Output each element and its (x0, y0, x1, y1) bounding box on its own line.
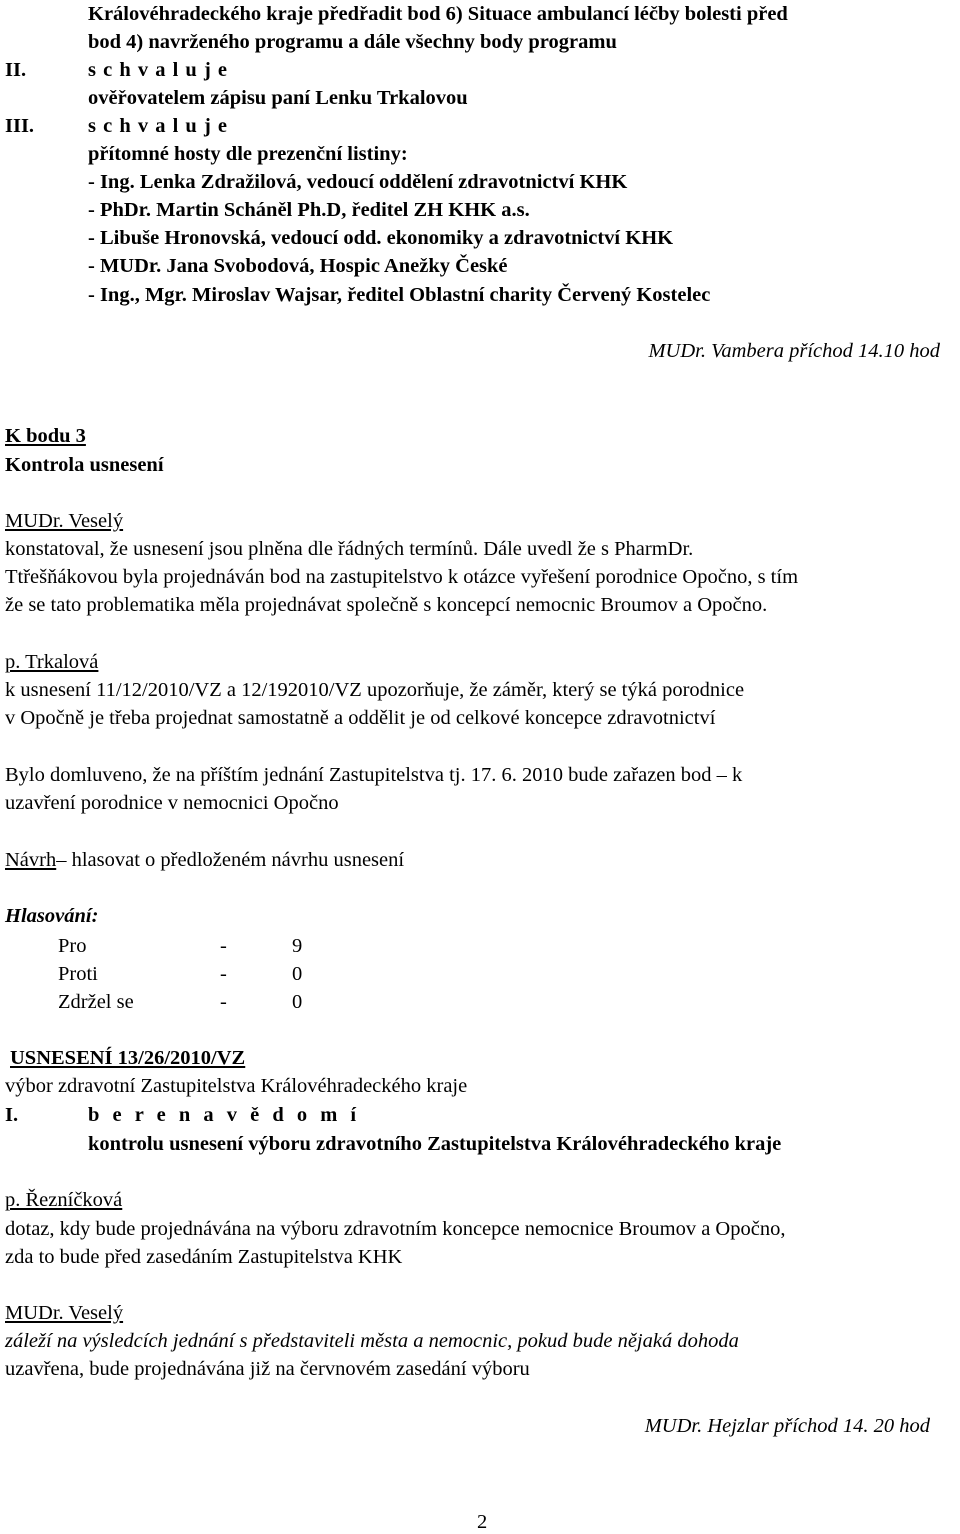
approves-verb: s c h v a l u j e (88, 115, 228, 137)
guests-heading: přítomné hosty dle prezenční listiny: (88, 143, 408, 165)
vote-label: Proti (58, 963, 98, 985)
text-line: ověřovatelem zápisu paní Lenku Trkalovou (88, 87, 468, 109)
text-line: Královéhradeckého kraje předřadit bod 6) Situace ambulancí léčby bolesti před (88, 3, 788, 25)
resolution-numeral: I. (5, 1104, 19, 1126)
speaker-name: MUDr. Veselý (5, 1302, 124, 1324)
guest-item: - PhDr. Martin Scháněl Ph.D, ředitel ZH KHK a.s. (88, 199, 530, 221)
resolution-verb: b e r e n a v ě d o m í (88, 1104, 361, 1126)
resolution-title: USNESENÍ 13/26/2010/VZ (10, 1047, 246, 1069)
vote-dash: - (220, 991, 227, 1013)
proposal-label: Návrh (5, 849, 57, 871)
speaker-name: MUDr. Veselý (5, 510, 124, 532)
guest-item: - Ing. Lenka Zdražilová, vedoucí oddělení zdravotnictví KHK (88, 171, 628, 193)
text-line: uzavření porodnice v nemocnici Opočno (5, 792, 339, 814)
speaker-name: p. Trkalová (5, 651, 99, 673)
section-numeral: III. (5, 115, 35, 137)
approves-verb: s c h v a l u j e (88, 59, 228, 81)
vote-dash: - (220, 963, 227, 985)
page-number: 2 (477, 1511, 488, 1533)
section-numeral: II. (5, 59, 27, 81)
text-line: Ttřešňákovou byla projednáván bod na zastupitelstvo k otázce vyřešení porodnice Opočno, s tím (5, 566, 799, 588)
guest-item: - MUDr. Jana Svobodová, Hospic Anežky České (88, 255, 508, 277)
text-line: dotaz, kdy bude projednávána na výboru zdravotním koncepce nemocnice Broumov a Opočno, (5, 1218, 786, 1240)
text-line: bod 4) navrženého programu a dále všechny body programu (88, 31, 617, 53)
section-subheading: Kontrola usnesení (5, 454, 164, 476)
vote-count: 0 (292, 991, 303, 1013)
arrival-note: MUDr. Vambera příchod 14.10 hod (648, 340, 940, 362)
section-heading: K bodu 3 (5, 425, 86, 447)
voting-heading: Hlasování: (5, 905, 99, 927)
resolution-text: kontrolu usnesení výboru zdravotního Zastupitelstva Královéhradeckého kraje (88, 1133, 782, 1155)
text-line: Bylo domluveno, že na příštím jednání Zastupitelstva tj. 17. 6. 2010 bude zařazen bod – k (5, 764, 743, 786)
text-line: konstatoval, že usnesení jsou plněna dle řádných termínů. Dále uvedl že s PharmDr. (5, 538, 694, 560)
guest-item: - Libuše Hronovská, vedoucí odd. ekonomiky a zdravotnictví KHK (88, 227, 674, 249)
guest-item: - Ing., Mgr. Miroslav Wajsar, ředitel Oblastní charity Červený Kostelec (88, 284, 711, 306)
vote-dash: - (220, 935, 227, 957)
text-line: k usnesení 11/12/2010/VZ a 12/192010/VZ upozorňuje, že záměr, který se týká porodnice (5, 679, 745, 701)
vote-label: Pro (58, 935, 87, 957)
text-line: v Opočně je třeba projednat samostatně a oddělit je od celkové koncepce zdravotnictví (5, 707, 716, 729)
text-line: uzavřena, bude projednávána již na červnovém zasedání výboru (5, 1358, 530, 1380)
vote-count: 0 (292, 963, 303, 985)
speaker-name: p. Řezníčková (5, 1189, 123, 1211)
proposal-line (5, 850, 404, 871)
text-line: záleží na výsledcích jednání s představiteli města a nemocnic, pokud bude nějaká dohoda (5, 1330, 739, 1352)
vote-label: Zdržel se (58, 991, 134, 1013)
resolution-body: výbor zdravotní Zastupitelstva Královéhradeckého kraje (5, 1075, 468, 1097)
proposal-text: – hlasovat o předloženém návrhu usnesení (56, 849, 405, 871)
text-line: zda to bude před zasedáním Zastupitelstva KHK (5, 1246, 403, 1268)
vote-count: 9 (292, 935, 303, 957)
text-line: že se tato problematika měla projednávat společně s koncepcí nemocnic Broumov a Opočno. (5, 594, 768, 616)
arrival-note: MUDr. Hejzlar příchod 14. 20 hod (644, 1415, 930, 1437)
